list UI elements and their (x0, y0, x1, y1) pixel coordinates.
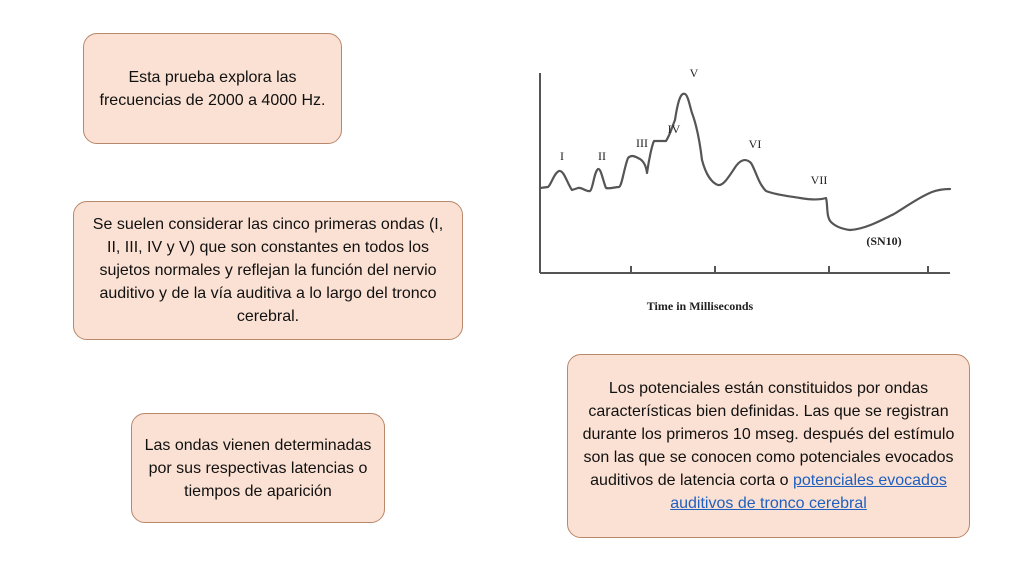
potentials-note-text: Los potenciales están constituidos por ondas características bien definidas. Las que se registran durante los primeros 10 mseg. después del estímulo son las que se conocen como potenciales evocados auditivos de latencia corta o (582, 380, 955, 489)
wave-label-iv: IV (667, 122, 681, 136)
wave-label-iii: III (636, 136, 648, 150)
latency-note-box (131, 413, 385, 523)
abr-waveform-diagram (520, 55, 970, 325)
latency-note-text: Las ondas vienen determinadas por sus respectivas latencias o tiempos de aparición (144, 436, 372, 500)
sn10-label: (SN10) (866, 234, 902, 248)
five-waves-note-box (73, 201, 463, 340)
frequency-note-text: Esta prueba explora las frecuencias de 2000 a 4000 Hz. (99, 68, 326, 109)
wave-label-vii: VII (810, 173, 828, 187)
potentials-note-box (567, 354, 970, 538)
five-waves-note-text: Se suelen considerar las cinco primeras ondas (I, II, III, IV y V) que son constantes en todos los sujetos normales y reflejan la función del nervio auditivo y de la vía auditiva a lo largo del tronco cerebral. (92, 216, 444, 325)
wave-label-ii: II (598, 149, 606, 163)
wave-label-v: V (689, 66, 699, 80)
potentials-note-paragraph (582, 377, 955, 515)
brainstem-potentials-link[interactable]: potenciales evocados auditivos de tronco cerebral (670, 472, 947, 512)
x-axis-label: Time in Milliseconds (646, 299, 754, 313)
wave-label-vi: VI (748, 137, 762, 151)
frequency-note-box (83, 33, 342, 144)
wave-label-i: I (560, 149, 564, 163)
